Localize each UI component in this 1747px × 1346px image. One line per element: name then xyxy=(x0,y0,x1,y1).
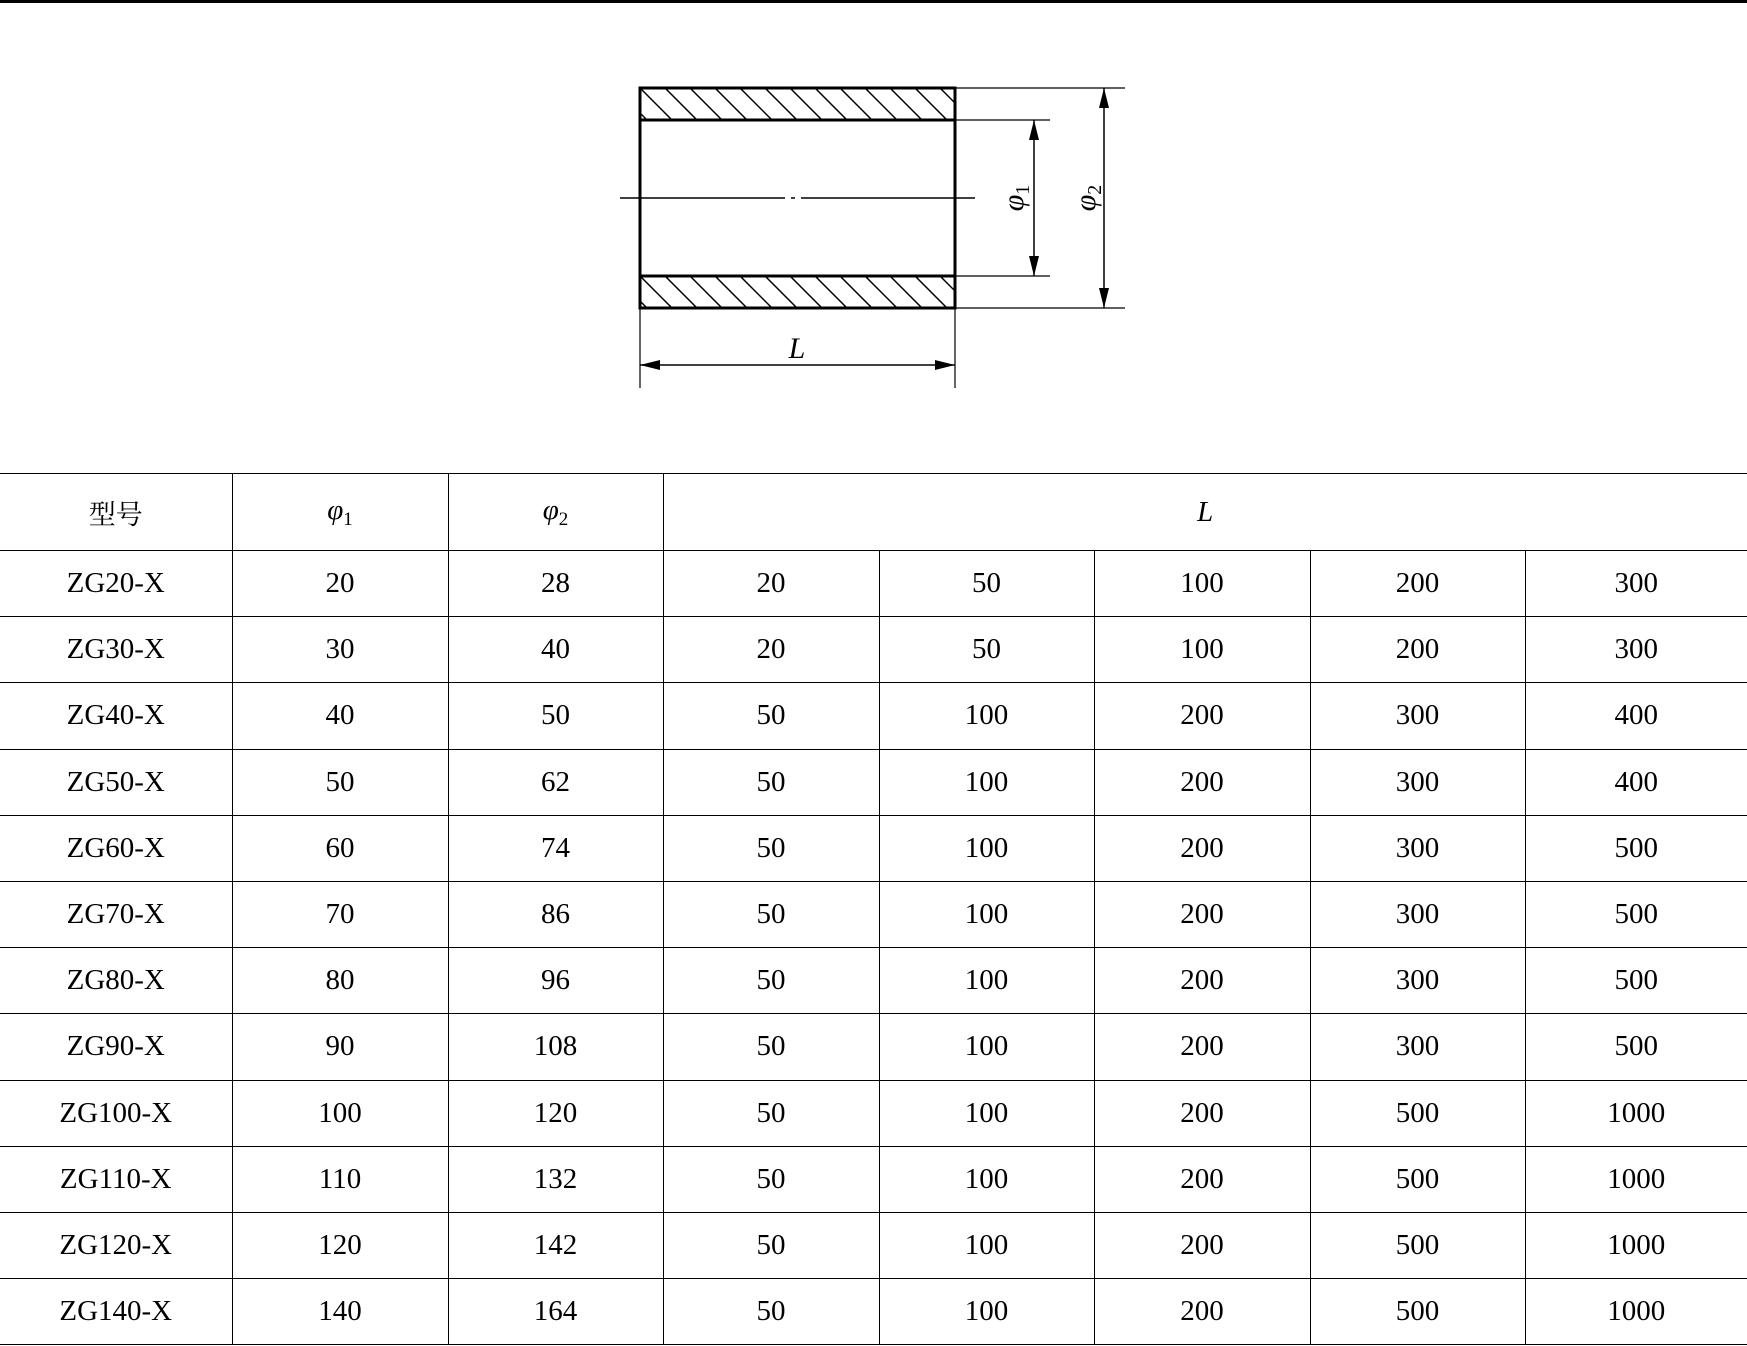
cell-length-2: 50 xyxy=(879,617,1094,683)
cell-phi2: 28 xyxy=(448,551,663,617)
cell-length-1: 50 xyxy=(663,1014,879,1080)
table-row xyxy=(0,815,1747,881)
cell-length-3: 200 xyxy=(1094,1212,1310,1278)
cell-model: ZG120-X xyxy=(0,1212,232,1278)
cell-phi2: 74 xyxy=(448,815,663,881)
table-header-row xyxy=(0,474,1747,551)
cell-length-1: 50 xyxy=(663,815,879,881)
cell-phi1: 60 xyxy=(232,815,448,881)
cell-length-2: 100 xyxy=(879,881,1094,947)
cell-length-2: 100 xyxy=(879,1212,1094,1278)
header-length xyxy=(663,474,1747,551)
cell-phi2: 108 xyxy=(448,1014,663,1080)
cell-phi2: 142 xyxy=(448,1212,663,1278)
cell-phi2: 40 xyxy=(448,617,663,683)
cell-length-5: 500 xyxy=(1525,815,1747,881)
cell-length-1: 50 xyxy=(663,1279,879,1345)
table-row xyxy=(0,1014,1747,1080)
cell-length-1: 20 xyxy=(663,617,879,683)
cell-model: ZG100-X xyxy=(0,1080,232,1146)
cell-phi1: 80 xyxy=(232,948,448,1014)
cell-length-2: 100 xyxy=(879,683,1094,749)
cell-phi1: 90 xyxy=(232,1014,448,1080)
cell-phi1: 120 xyxy=(232,1212,448,1278)
cell-model: ZG40-X xyxy=(0,683,232,749)
phi1-dimension xyxy=(997,120,1039,276)
cell-phi1: 40 xyxy=(232,683,448,749)
cell-phi2: 164 xyxy=(448,1279,663,1345)
cell-length-2: 100 xyxy=(879,1080,1094,1146)
table-row xyxy=(0,1212,1747,1278)
cell-length-4: 500 xyxy=(1310,1279,1525,1345)
cell-phi2: 132 xyxy=(448,1146,663,1212)
header-model-label: 型号 xyxy=(88,499,143,531)
cell-model: ZG70-X xyxy=(0,881,232,947)
cell-length-2: 100 xyxy=(879,1146,1094,1212)
cell-phi1: 110 xyxy=(232,1146,448,1212)
cell-length-5: 500 xyxy=(1525,1014,1747,1080)
cell-length-4: 300 xyxy=(1310,749,1525,815)
top-wall-hatch xyxy=(615,88,972,120)
table-row xyxy=(0,1080,1747,1146)
table-row xyxy=(0,1279,1747,1345)
cell-model: ZG30-X xyxy=(0,617,232,683)
header-phi1-subscript: 1 xyxy=(343,508,353,530)
cell-length-2: 100 xyxy=(879,815,1094,881)
extension-lines xyxy=(640,88,1125,388)
cell-length-3: 200 xyxy=(1094,1146,1310,1212)
phi2-dimension-sub: 2 xyxy=(1084,184,1106,195)
cell-phi2: 62 xyxy=(448,749,663,815)
length-dimension-label: L xyxy=(788,332,806,365)
phi1-dimension-sub: 1 xyxy=(1012,184,1034,195)
length-dimension xyxy=(640,332,955,370)
cell-length-4: 500 xyxy=(1310,1146,1525,1212)
header-length-label: L xyxy=(1197,495,1214,528)
bushing-spec-table xyxy=(0,473,1747,1345)
cell-length-2: 100 xyxy=(879,1279,1094,1345)
table-row xyxy=(0,617,1747,683)
cell-length-3: 200 xyxy=(1094,1080,1310,1146)
table-row xyxy=(0,749,1747,815)
cell-length-4: 300 xyxy=(1310,881,1525,947)
cell-model: ZG140-X xyxy=(0,1279,232,1345)
cell-phi1: 70 xyxy=(232,881,448,947)
cell-model: ZG80-X xyxy=(0,948,232,1014)
cell-phi2: 50 xyxy=(448,683,663,749)
cell-model: ZG50-X xyxy=(0,749,232,815)
cell-length-4: 300 xyxy=(1310,815,1525,881)
cell-length-5: 500 xyxy=(1525,881,1747,947)
svg-text:φ1 xyxy=(997,185,1034,212)
bushing-section-svg xyxy=(0,0,1747,400)
table-row xyxy=(0,683,1747,749)
cell-phi1: 20 xyxy=(232,551,448,617)
phi1-dimension-label: φ xyxy=(997,194,1030,212)
table-row xyxy=(0,948,1747,1014)
cell-length-4: 200 xyxy=(1310,551,1525,617)
cell-length-1: 50 xyxy=(663,683,879,749)
cell-length-4: 300 xyxy=(1310,683,1525,749)
cell-length-4: 500 xyxy=(1310,1080,1525,1146)
cell-length-2: 100 xyxy=(879,1014,1094,1080)
cell-length-1: 50 xyxy=(663,948,879,1014)
table-row xyxy=(0,881,1747,947)
cell-length-2: 100 xyxy=(879,749,1094,815)
cell-length-3: 200 xyxy=(1094,948,1310,1014)
cell-length-3: 200 xyxy=(1094,749,1310,815)
svg-text:φ2 xyxy=(1069,185,1106,212)
cell-length-4: 300 xyxy=(1310,1014,1525,1080)
cell-length-1: 50 xyxy=(663,1146,879,1212)
cell-length-1: 50 xyxy=(663,1212,879,1278)
cell-length-5: 400 xyxy=(1525,749,1747,815)
cell-model: ZG20-X xyxy=(0,551,232,617)
cell-model: ZG90-X xyxy=(0,1014,232,1080)
cell-length-3: 200 xyxy=(1094,1279,1310,1345)
cell-length-4: 300 xyxy=(1310,948,1525,1014)
cell-length-3: 100 xyxy=(1094,551,1310,617)
cell-length-4: 500 xyxy=(1310,1212,1525,1278)
cell-length-5: 300 xyxy=(1525,617,1747,683)
cell-length-3: 100 xyxy=(1094,617,1310,683)
cell-length-5: 1000 xyxy=(1525,1146,1747,1212)
header-phi2-subscript: 2 xyxy=(558,508,569,530)
cell-length-1: 50 xyxy=(663,749,879,815)
table-row xyxy=(0,551,1747,617)
cell-length-1: 50 xyxy=(663,881,879,947)
cell-length-2: 100 xyxy=(879,948,1094,1014)
cell-length-3: 200 xyxy=(1094,1014,1310,1080)
cell-length-5: 500 xyxy=(1525,948,1747,1014)
bushing-drawing xyxy=(0,0,1747,400)
cell-length-4: 200 xyxy=(1310,617,1525,683)
cell-length-2: 50 xyxy=(879,551,1094,617)
cell-length-5: 400 xyxy=(1525,683,1747,749)
cell-phi1: 140 xyxy=(232,1279,448,1345)
cell-phi1: 100 xyxy=(232,1080,448,1146)
cell-model: ZG110-X xyxy=(0,1146,232,1212)
cell-phi1: 30 xyxy=(232,617,448,683)
cell-length-5: 1000 xyxy=(1525,1212,1747,1278)
header-model xyxy=(0,474,232,551)
cell-length-3: 200 xyxy=(1094,881,1310,947)
cell-phi2: 86 xyxy=(448,881,663,947)
cell-length-5: 1000 xyxy=(1525,1279,1747,1345)
phi2-dimension-label: φ xyxy=(1069,194,1102,212)
header-phi2 xyxy=(448,474,663,551)
header-phi2-symbol: φ xyxy=(542,493,559,526)
cell-length-5: 1000 xyxy=(1525,1080,1747,1146)
header-phi1 xyxy=(232,474,448,551)
cell-length-1: 20 xyxy=(663,551,879,617)
cell-phi2: 120 xyxy=(448,1080,663,1146)
cell-phi1: 50 xyxy=(232,749,448,815)
cell-length-3: 200 xyxy=(1094,683,1310,749)
header-phi1-symbol: φ xyxy=(327,493,344,526)
cell-model: ZG60-X xyxy=(0,815,232,881)
bottom-wall-hatch xyxy=(615,276,972,308)
cell-length-1: 50 xyxy=(663,1080,879,1146)
cell-length-5: 300 xyxy=(1525,551,1747,617)
cell-phi2: 96 xyxy=(448,948,663,1014)
table-row xyxy=(0,1146,1747,1212)
cell-length-3: 200 xyxy=(1094,815,1310,881)
table-body xyxy=(0,551,1747,1345)
phi2-dimension xyxy=(1069,88,1109,308)
